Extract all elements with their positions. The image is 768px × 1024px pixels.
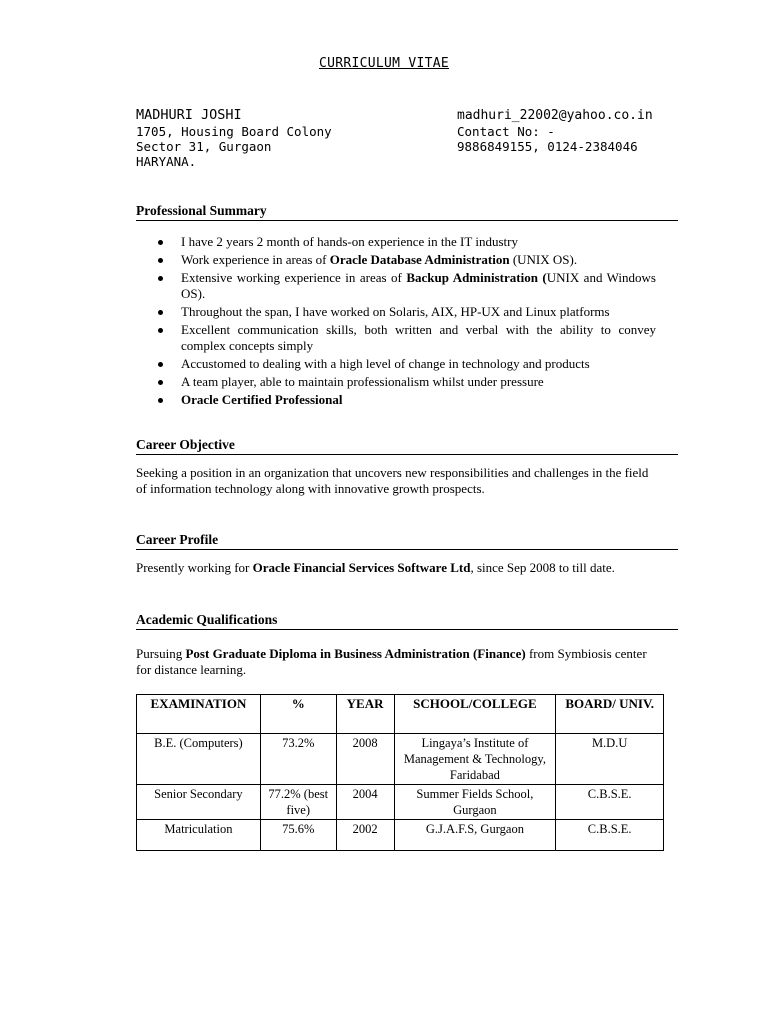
- contact-address-block: [136, 108, 332, 169]
- summary-item: Excellent communication skills, both written and verbal with the ability to convey complex concepts simply: [136, 322, 656, 354]
- table-cell: Matriculation: [137, 820, 261, 851]
- phone-numbers: 9886849155, 0124-2384046: [457, 139, 638, 154]
- summary-item: Accustomed to dealing with a high level of change in technology and products: [136, 356, 656, 372]
- professional-summary-list: [136, 234, 656, 410]
- bullet-icon: [158, 362, 163, 367]
- candidate-name: MADHURI JOSHI: [136, 107, 242, 123]
- section-heading-career-objective: Career Objective: [136, 437, 678, 455]
- table-cell: B.E. (Computers): [137, 734, 261, 785]
- table-cell: Senior Secondary: [137, 785, 261, 820]
- summary-item: Extensive working experience in areas of Backup Administration (UNIX and Windows OS).: [136, 270, 656, 302]
- section-heading-professional-summary: Professional Summary: [136, 203, 678, 221]
- summary-item: Work experience in areas of Oracle Database Administration (UNIX OS).: [136, 252, 656, 268]
- table-row: [137, 785, 664, 820]
- summary-item: Throughout the span, I have worked on Solaris, AIX, HP-UX and Linux platforms: [136, 304, 656, 320]
- address-line-1: 1705, Housing Board Colony: [136, 124, 332, 139]
- table-row: [137, 734, 664, 785]
- table-header: %: [260, 695, 336, 734]
- table-cell: Summer Fields School, Gurgaon: [394, 785, 556, 820]
- bullet-icon: [158, 276, 163, 281]
- summary-item: A team player, able to maintain professionalism whilst under pressure: [136, 374, 656, 390]
- address-line-3: HARYANA.: [136, 154, 197, 169]
- table-header: BOARD/ UNIV.: [556, 695, 664, 734]
- table-cell: 77.2% (best five): [260, 785, 336, 820]
- contact-label: Contact No: -: [457, 124, 555, 139]
- bullet-icon: [158, 240, 163, 245]
- table-cell: 2002: [336, 820, 394, 851]
- table-cell: M.D.U: [556, 734, 664, 785]
- table-cell: 2008: [336, 734, 394, 785]
- summary-item: Oracle Certified Professional: [136, 392, 656, 408]
- table-header: YEAR: [336, 695, 394, 734]
- table-header-row: [137, 695, 664, 734]
- table-cell: Lingaya’s Institute of Management & Technology, Faridabad: [394, 734, 556, 785]
- career-objective-text: Seeking a position in an organization that uncovers new responsibilities and challenges in the field of information technology along with innovative growth prospects.: [136, 465, 649, 496]
- table-cell: G.J.A.F.S, Gurgaon: [394, 820, 556, 851]
- table-header: EXAMINATION: [137, 695, 261, 734]
- career-profile-text: Presently working for Oracle Financial Services Software Ltd, since Sep 2008 to till date.: [136, 560, 615, 575]
- bullet-icon: [158, 328, 163, 333]
- bullet-icon: [158, 398, 163, 403]
- bullet-icon: [158, 310, 163, 315]
- document-title: CURRICULUM VITAE: [318, 56, 450, 71]
- qualifications-table: [136, 694, 664, 851]
- table-cell: 73.2%: [260, 734, 336, 785]
- table-row: [137, 820, 664, 851]
- address-line-2: Sector 31, Gurgaon: [136, 139, 272, 154]
- email-address: madhuri_22002@yahoo.co.in: [457, 108, 653, 123]
- section-heading-career-profile: Career Profile: [136, 532, 678, 550]
- table-cell: 2004: [336, 785, 394, 820]
- table-header: SCHOOL/COLLEGE: [394, 695, 556, 734]
- table-cell: C.B.S.E.: [556, 785, 664, 820]
- table-cell: C.B.S.E.: [556, 820, 664, 851]
- academic-intro-text: Pursuing Post Graduate Diploma in Business Administration (Finance) from Symbiosis center for distance learning.: [136, 646, 647, 677]
- bullet-icon: [158, 258, 163, 263]
- bullet-icon: [158, 380, 163, 385]
- contact-details-block: [457, 108, 653, 154]
- section-heading-academic-qualifications: Academic Qualifications: [136, 612, 678, 630]
- table-cell: 75.6%: [260, 820, 336, 851]
- summary-item: I have 2 years 2 month of hands-on experience in the IT industry: [136, 234, 656, 250]
